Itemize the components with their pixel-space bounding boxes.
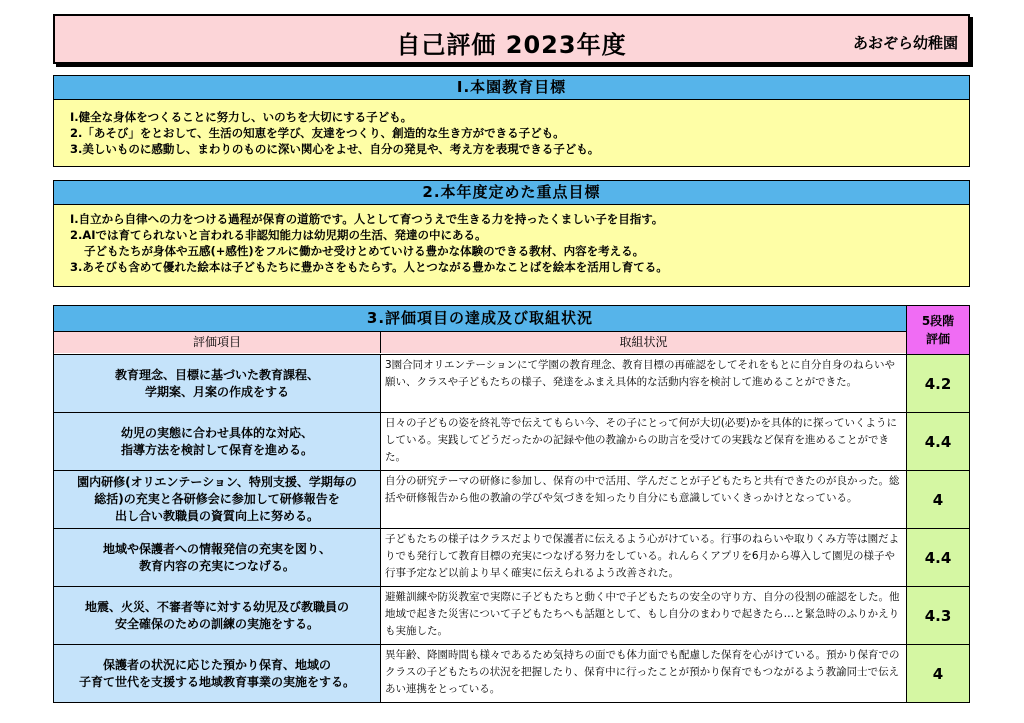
goal-line: Ⅰ.自立から自律への力をつける過程が保育の道筋です。人として育つうえで生きる力を持ったくましい子を目指す。 bbox=[70, 212, 664, 226]
evaluation-status: 子どもたちの様子はクラスだよりで保護者に伝えるよう心がけている。行事のねらいや取りくみ方等は園だよりでも発行して教育目標の充実につなげる努力をしている。れんらくアプリを6月から導入して園児の様子や行事予定など以前より早く確実に伝えられるよう改善された。 bbox=[381, 529, 907, 586]
column-header-score: 5段階 評価 bbox=[907, 306, 969, 354]
evaluation-item: 幼児の実態に合わせ具体的な対応、 指導方法を検討して保育を進める。 bbox=[54, 413, 381, 470]
evaluation-item: 園内研修(オリエンテーション、特別支援、学期毎の 総括)の充実と各研修会に参加して研修報告を 出し合い教職員の資質向上に努める。 bbox=[54, 471, 381, 528]
goal-line: 2.AIでは育てられないと言われる非認知能力は幼児期の生活、発達の中にある。 bbox=[70, 228, 487, 242]
evaluation-heading: 3.評価項目の達成及び取組状況 bbox=[54, 306, 906, 332]
goal-line: 3.美しいものに感動し、まわりのものに深い関心をよせ、自分の発見や、考え方を表現できる子ども。 bbox=[70, 142, 600, 156]
evaluation-item: 教育理念、目標に基づいた教育課程、 学期案、月案の作成をする bbox=[54, 355, 381, 412]
organization-name: あおぞら幼稚園 bbox=[852, 34, 958, 52]
evaluation-status: 避難訓練や防災教室で実際に子どもたちと動く中で子どもたちの安全の守り方、自分の役割の確認をした。他地域で起きた災害について子どもたちへも話題として、もし自分のまわりで起きたら…と緊急時のふりかえりも実施した。 bbox=[381, 587, 907, 644]
evaluation-score: 4 bbox=[907, 645, 969, 702]
page-title: 自己評価 2023年度 bbox=[396, 31, 627, 59]
section-priority-goals bbox=[53, 180, 970, 287]
section-heading: Ⅰ.本園教育目標 bbox=[54, 76, 969, 100]
section-body bbox=[54, 100, 969, 166]
section-body bbox=[54, 205, 969, 286]
section-heading: 2.本年度定めた重点目標 bbox=[54, 181, 969, 205]
table-row bbox=[54, 644, 969, 702]
table-row bbox=[54, 586, 969, 644]
evaluation-table-header bbox=[54, 306, 969, 354]
table-row bbox=[54, 412, 969, 470]
goal-line: Ⅰ.健全な身体をつくることに努力し、いのちを大切にする子ども。 bbox=[70, 110, 413, 124]
goal-line: 3.あそびも含めて優れた絵本は子どもたちに豊かさをもたらす。人とつながる豊かなことばを絵本を活用し育てる。 bbox=[70, 260, 668, 274]
section-educational-goals bbox=[53, 75, 970, 167]
goal-line: 2.「あそび」をとおして、生活の知恵を学び、友達をつくり、創造的な生き方ができる子ども。 bbox=[70, 126, 565, 140]
evaluation-table bbox=[53, 305, 970, 703]
evaluation-score: 4.4 bbox=[907, 413, 969, 470]
table-row bbox=[54, 354, 969, 412]
evaluation-item: 地域や保護者への情報発信の充実を図り、 教育内容の充実につなげる。 bbox=[54, 529, 381, 586]
column-header-status: 取組状況 bbox=[619, 335, 668, 349]
evaluation-status: 3園合同オリエンテーションにて学園の教育理念、教育目標の再確認をしてそれをもとに自分自身のねらいや願い、クラスや子どもたちの様子、発達をふまえ具体的な活動内容を検討して進めることができた。 bbox=[381, 355, 907, 412]
column-header-item: 評価項目 bbox=[54, 332, 381, 353]
evaluation-status: 日々の子どもの姿を終礼等で伝えてもらい今、その子にとって何が大切(必要)かを具体的に探っていくようにしている。実践してどうだったかの記録や他の教諭からの助言を受けての実践など保育を進めることができた。 bbox=[381, 413, 907, 470]
evaluation-status: 異年齢、降園時間も様々であるため気持ちの面でも体力面でも配慮した保育を心がけている。預かり保育でのクラスの子どもたちの状況を把握したり、保育中に行ったことが預かり保育でもつながるよう教諭同士で伝えあい連携をとっている。 bbox=[381, 645, 907, 702]
evaluation-score: 4.4 bbox=[907, 529, 969, 586]
evaluation-status: 自分の研究テーマの研修に参加し、保育の中で活用、学んだことが子どもたちと共有できたのが良かった。総括や研修報告から他の教諭の学びや気づきを知ったり自分にも意識していくきっかけとなっている。 bbox=[381, 471, 907, 528]
title-banner bbox=[53, 14, 970, 64]
evaluation-score: 4 bbox=[907, 471, 969, 528]
evaluation-item: 保護者の状況に応じた預かり保育、地域の 子育て世代を支援する地域教育事業の実施をする。 bbox=[54, 645, 381, 702]
evaluation-score: 4.3 bbox=[907, 587, 969, 644]
table-row bbox=[54, 528, 969, 586]
evaluation-item: 地震、火災、不審者等に対する幼児及び教職員の 安全確保のための訓練の実施をする。 bbox=[54, 587, 381, 644]
evaluation-score: 4.2 bbox=[907, 355, 969, 412]
table-row bbox=[54, 470, 969, 528]
goal-line: 子どもたちが身体や五感(+感性)をフルに働かせ受けとめていける豊かな体験のできる教材、内容を考える。 bbox=[84, 244, 645, 258]
